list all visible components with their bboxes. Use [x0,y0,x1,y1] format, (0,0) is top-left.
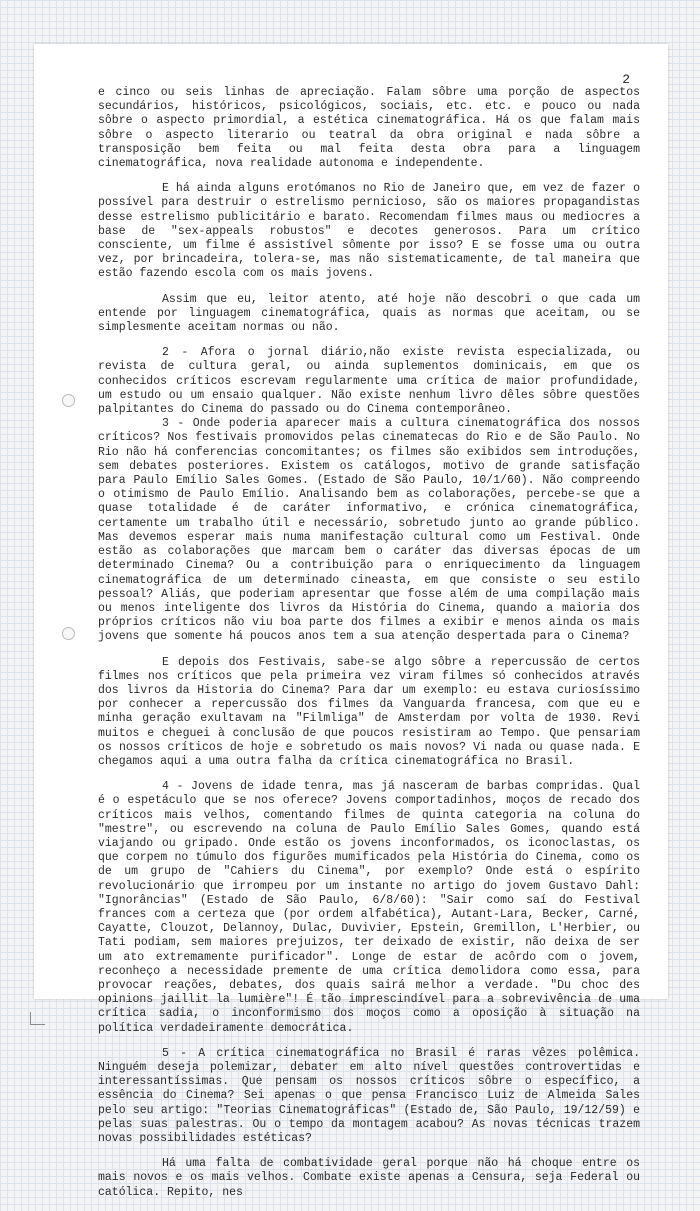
page-number: 2 [622,72,630,87]
paragraph-linguagem: Assim que eu, leitor atento, até hoje não descobri o que cada um entende por linguagem cinematográfica, quais as normas que aceitam, ou se simplesmente aceitam normas ou não. [98,292,640,335]
paragraph-intro-continuation: e cinco ou seis linhas de apreciação. Falam sôbre uma porção de aspectos secundários, históricos, psicológicos, sociais, etc. etc. e pouco ou nada sôbre o aspecto primordial, a estética cinematográfica. Há os que falam mais sôbre o aspecto literario ou teatral da obra original e nada sôbre a transposição bem feita ou mal feita desta obra para a linguagem cinematográfica, nova realidade autonoma e independente. [98,86,640,171]
binder-hole-lower [62,627,75,640]
paragraph-section-3: 3 - Onde poderia aparecer mais a cultura cinematográfica dos nossos críticos? Nos festivais promovidos pelas cinematecas do Rio e de São Paulo. No Rio não há conferencias concomitantes; os filmes são exibidos sem introduções, sem debates posteriores. Existem os catálogos, motivo de grande satisfação para Paulo Emílio Sales Gomes. (Estado de São Paulo, 10/1/60). Não compreendo o otimismo de Paulo Emílio. Analisando bem as colaborações, percebe-se que a quase totalidade é de caráter informativo, e crónica cinematográfica, certamente um trabalho útil e necessário, sobretudo junto ao grande público. Mas devemos esperar mais numa manifestação cultural como um Festival. Onde estão as colaborações que marcam bem o caráter das diversas épocas de um determinado Cinema? Ou a contribuição para o enriquecimento da linguagem cinematográfica de um determinado cineasta, em que consiste o seu estilo pessoal? Aliás, que poderiam apresentar que fosse além de uma compilação mais ou menos inteligente dos livros da História do Cinema, quando a maioria dos próprios críticos não viu boa parte dos filmes a exibir e menos ainda os mais jovens que somente há poucos anos tem a sua atenção despertada para o Cinema? [98,417,640,644]
paragraph-section-2: 2 - Afora o jornal diário,não existe revista especializada, ou revista de cultura geral, ou ainda suplementos dominicais, em que os conhecidos críticos escrevam regularmente uma crítica de maior profundidade, um estudo ou um ensaio qualquer. Não existe nenhum livro dêles sôbre questões palpitantes do Cinema do passado ou do Cinema contemporâneo. [98,346,640,417]
paragraph-erotomanos: E há ainda alguns erotómanos no Rio de Janeiro que, em vez de fazer o possível para destruir o estrelismo pernicioso, são os maiores propagandistas desse estrelismo publicitário e barato. Recomendam filmes maus ou mediocres a base de "sex-appeals robustos" e decotes generosos. Para um crítico consciente, um filme é assistível sômente por isso? E se fosse uma ou outra vez, por brincadeira, tolera-se, mas não sistematicamente, de tal maneira que estão fazendo escola com os mais jovens. [98,182,640,281]
paragraph-festivais: E depois dos Festivais, sabe-se algo sôbre a repercussão de certos filmes nos críticos que pela primeira vez viram filmes só conhecidos através dos livros da Historia do Cinema? Para dar um exemplo: eu estava curiosíssimo por conhecer a repercussão dos filmes da Vanguarda francesa, com que eu e minha geração exultavam na "Filmliga" de Amsterdam por volta de 1930. Revi muitos e cheguei à conclusão de que poucos resistiram ao Tempo. Que pensariam os nossos críticos de hoje e sobretudo os mais novos? Vi nada ou quase nada. E chegamos aqui a uma outra falha da crítica cinematográfica no Brasil. [98,655,640,768]
document-body [98,86,640,1211]
paragraph-section-5: 5 - A crítica cinematográfica no Brasil é raras vêzes polêmica. Ninguém deseja polemizar, debater em alto nível questões controvertidas e interessantíssimas. Que pensam os nossos críticos sôbre o específico, a essência do Cinema? Sei apenas o que pensa Francisco Luiz de Almeida Sales pelo seu artigo: "Teorias Cinematográficas" (Estado de, São Paulo, 19/12/59) e pelas suas palestras. Ou o tempo da montagem acabou? As novas técnicas trazem novas possibilidades estéticas? [98,1046,640,1146]
paragraph-section-4: 4 - Jovens de idade tenra, mas já nasceram de barbas compridas. Qual é o espetáculo que se nos oferece? Jovens comportadinhos, moços de recado dos críticos mais velhos, comentando filmes de quinta categoria na coluna do "mestre", ou escrevendo na coluna de Paulo Emílio Sales Gomes, quando está viajando ou gripado. Onde estão os jovens inconformados, os iconoclastas, os que corpem no túmulo dos figurões mumificados pela História do Cinema, como os de um grupo de "Cahiers du Cinema", por exemplo? Onde está o espírito revolucionário que irrompeu por um instante no artigo do jovem Gustavo Dahl: "Ignorâncias" (Estado de São Paulo, 6/8/60): "Sair como saí do Festival frances com a certeza que (por ordem alfabética), Autant-Lara, Becker, Carné, Cayatte, Clouzot, Delannoy, Dulac, Duvivier, Epstein, Gremillon, L'Herbier, ou Tati podiam, sem maiores prejuizos, ter deixado de existir, não deixa de ser um ato extremamente purificador". Longe de estar de acôrdo com o jovem, reconheço a necessidade premente de uma crítica demolidora como essa, para provocar reações, debates, dos quais sairá melhor a verdade. "Du choc des opinions jaillit la lumière"! É tão imprescindível para a sobrevivência de uma crítica sadia, o inconformismo dos moços como a oposição à situação na política verdadeiramente democrática. [98,780,640,1035]
corner-mark [30,1012,45,1025]
paragraph-combatividade: Há uma falta de combatividade geral porque não há choque entre os mais novos e os mais velhos. Combate existe apenas a Censura, seja Federal ou católica. Repito, nes [98,1157,640,1199]
document-page [34,44,668,1199]
binder-hole-upper [62,394,75,407]
